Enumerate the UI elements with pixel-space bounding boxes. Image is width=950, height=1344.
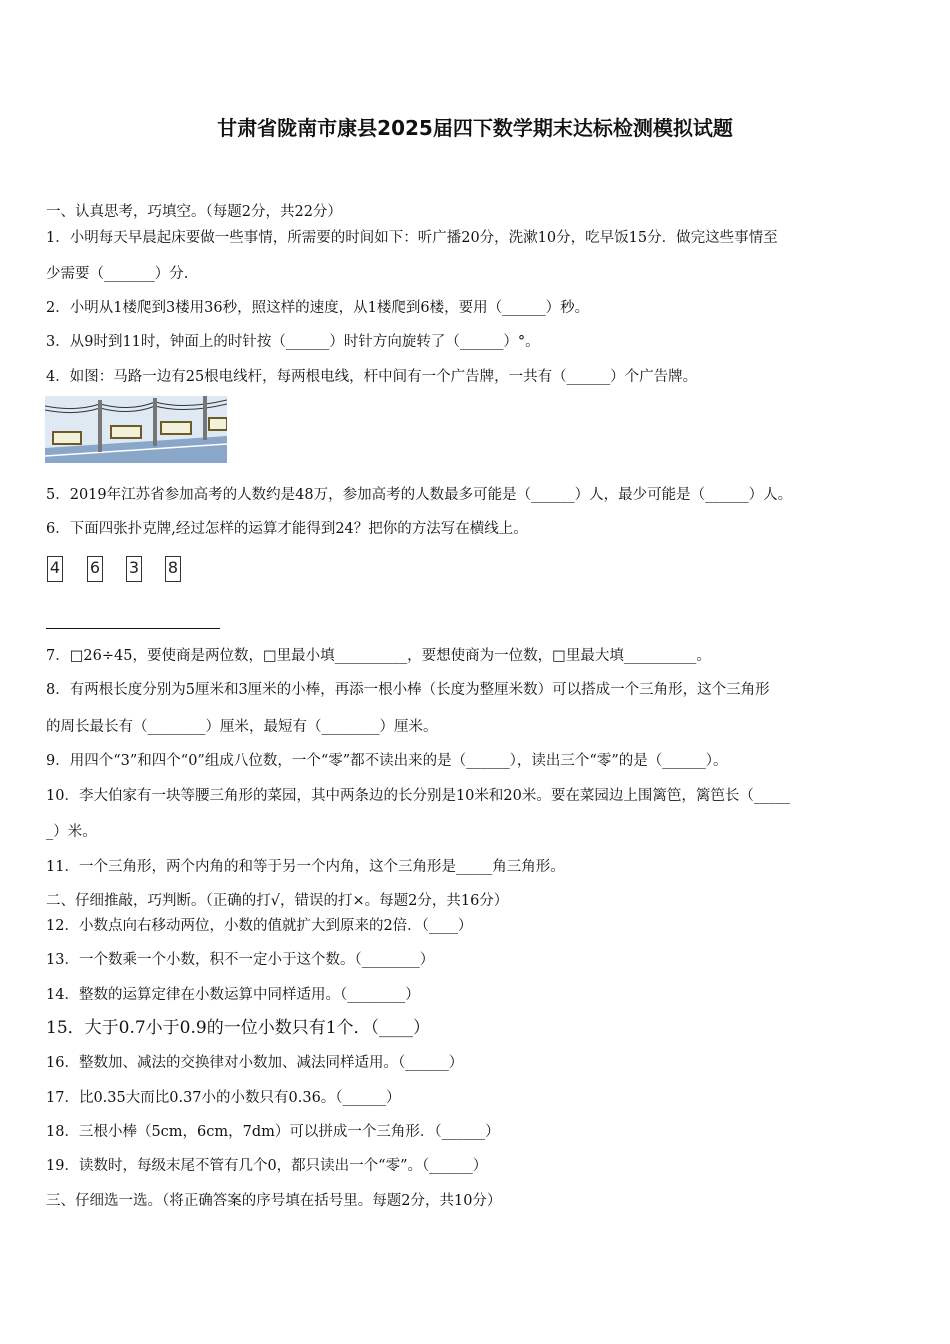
question-17: 17．比0.35大而比0.37小的小数只有0.36。（______） [46, 1090, 401, 1106]
question-1-line-1: 1．小明每天早晨起床要做一些事情，所需要的时间如下：听广播20分，洗漱10分，吃早饭15分．做完这些事情至 [46, 230, 778, 246]
question-10-line-1: 10．李大伯家有一块等腰三角形的菜园，其中两条边的长分别是10米和20米。要在菜园边上围篱笆，篱笆长（_____ [46, 788, 791, 804]
question-15: 15．大于0.7小于0.9的一位小数只有1个．（____） [46, 1018, 431, 1038]
question-19: 19．读数时，每级末尾不管有几个0，都只读出一个“零”。（______） [46, 1158, 488, 1174]
question-11: 11．一个三角形，两个内角的和等于另一个内角，这个三角形是_____角三角形。 [46, 859, 565, 875]
question-13: 13．一个数乘一个小数，积不一定小于这个数。（________） [46, 952, 435, 968]
poker-card-3: 3 [126, 556, 142, 582]
question-8-line-2: 的周长最长有（________）厘米，最短有（________）厘米。 [46, 719, 438, 735]
question-1-line-2: 少需要（_______）分. [46, 266, 189, 282]
question-18: 18．三根小棒（5cm，6cm，7dm）可以拼成一个三角形．（______） [46, 1124, 500, 1140]
question-12: 12．小数点向右移动两位，小数的值就扩大到原来的2倍．（____） [46, 918, 473, 934]
poker-card-4: 8 [165, 556, 181, 582]
question-8-line-1: 8．有两根长度分别为5厘米和3厘米的小棒，再添一根小棒（长度为整厘米数）可以搭成一个三角形，这个三角形 [46, 682, 770, 698]
question-5: 5．2019年江苏省参加高考的人数约是48万，参加高考的人数最多可能是（______）人，最少可能是（______）人。 [46, 487, 793, 503]
section-1-heading: 一、认真思考，巧填空。（每题2分，共22分） [46, 204, 342, 220]
question-2: 2．小明从1楼爬到3楼用36秒，照这样的速度，从1楼爬到6楼，要用（______）秒。 [46, 300, 590, 316]
question-3: 3．从9时到11时，钟面上的时针按（______）时针方向旋转了（______）°。 [46, 334, 540, 350]
poker-card-2: 6 [87, 556, 103, 582]
question-4: 4．如图：马路一边有25根电线杆，每两根电线，杆中间有一个广告牌，一共有（______）个广告牌。 [46, 369, 698, 385]
question-14: 14．整数的运算定律在小数运算中同样适用。（________） [46, 987, 420, 1003]
question-9: 9．用四个“3”和四个“0”组成八位数，一个“零”都不读出来的是（______），读出三个“零”的是（______）。 [46, 753, 728, 769]
page-title: 甘肃省陇南市康县2025届四下数学期末达标检测模拟试题 [217, 116, 733, 140]
answer-line [46, 628, 220, 629]
question-16: 16．整数加、减法的交换律对小数加、减法同样适用。（______） [46, 1055, 464, 1071]
section-3-heading: 三、仔细选一选。（将正确答案的序号填在括号里。每题2分，共10分） [46, 1193, 502, 1209]
question-10-line-2: _）米。 [46, 824, 97, 840]
poker-card-1: 4 [47, 556, 63, 582]
question-6: 6．下面四张扑克牌,经过怎样的运算才能得到24？把你的方法写在横线上。 [46, 521, 528, 537]
power-poles-illustration [45, 396, 227, 463]
section-2-heading: 二、仔细推敲，巧判断。（正确的打√，错误的打×。每题2分，共16分） [46, 893, 509, 909]
question-7: 7．□26÷45，要使商是两位数，□里最小填__________，要想使商为一位数，□里最大填__________。 [46, 648, 711, 664]
